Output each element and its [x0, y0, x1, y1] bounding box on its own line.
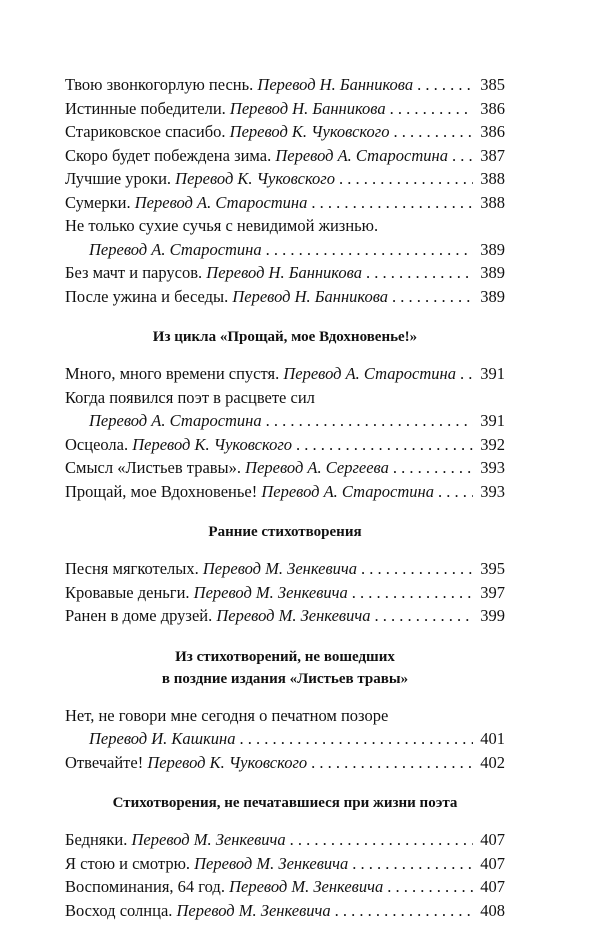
dot-leader	[266, 238, 473, 262]
entry-title: Много, много времени спустя.	[65, 364, 280, 383]
toc-entry[interactable]	[65, 144, 505, 168]
toc-entry[interactable]	[65, 875, 505, 899]
entry-title: Скоро будет побеждена зима.	[65, 145, 272, 165]
dot-leader	[361, 557, 473, 581]
entry-title: Кровавые деньги.	[65, 582, 190, 602]
toc-entry[interactable]	[65, 456, 505, 480]
table-of-contents	[65, 73, 505, 922]
entry-title: Истинные победители.	[65, 98, 226, 118]
dot-leader	[290, 828, 473, 852]
toc-entry[interactable]	[65, 362, 505, 386]
dot-leader	[393, 456, 473, 480]
dot-leader	[438, 480, 473, 504]
entry-translator: Перевод А. Старостина	[89, 239, 262, 259]
entry-page: 388	[480, 169, 505, 188]
entry-page: 386	[480, 122, 505, 141]
toc-entry[interactable]	[65, 167, 505, 191]
entry-title: Восход солнца.	[65, 900, 173, 920]
entry-translator: Перевод К. Чуковского	[132, 434, 293, 454]
entry-translator: Перевод М. Зенкевича	[216, 606, 371, 625]
entry-translator: Перевод К. Чуковского	[175, 169, 335, 188]
dot-leader	[266, 409, 473, 433]
entry-translator: Перевод Н. Банникова	[206, 263, 362, 282]
section-heading-line1: Из стихотворений, не вошедших	[175, 648, 395, 665]
dot-leader	[387, 875, 473, 899]
entry-title-line[interactable]: Нет, не говори мне сегодня о печатном позоре	[65, 705, 389, 725]
entry-page: 392	[480, 434, 505, 454]
toc-entry[interactable]	[65, 557, 505, 581]
entry-page: 407	[480, 830, 505, 849]
dot-leader	[393, 120, 473, 144]
entry-page: 387	[480, 145, 505, 165]
entry-page: 402	[480, 752, 505, 772]
entry-translator: Перевод А. Старостина	[261, 481, 434, 501]
entry-page: 385	[480, 75, 505, 94]
entry-page: 407	[480, 853, 505, 873]
entry-translator: Перевод М. Зенкевича	[131, 830, 286, 849]
entry-title: После ужина и беседы.	[65, 286, 229, 306]
dot-leader	[311, 751, 473, 775]
toc-entry[interactable]	[65, 852, 505, 876]
toc-entry[interactable]	[65, 261, 505, 285]
entry-translator: Перевод А. Сергеева	[245, 458, 389, 477]
entry-translator: Перевод М. Зенкевича	[229, 877, 384, 896]
entry-translator: Перевод Н. Банникова	[232, 286, 389, 306]
dot-leader	[352, 852, 473, 876]
toc-entry-continuation[interactable]	[65, 238, 505, 262]
entry-title: Лучшие уроки.	[65, 169, 172, 188]
toc-entry[interactable]	[65, 581, 505, 605]
entry-translator: Перевод Н. Банникова	[229, 98, 386, 118]
entry-translator: Перевод К. Чуковского	[147, 752, 308, 772]
entry-title: Без мачт и парусов.	[65, 263, 203, 282]
entry-translator: Перевод М. Зенкевича	[194, 853, 349, 873]
toc-entry[interactable]	[65, 604, 505, 628]
dot-leader	[374, 604, 473, 628]
dot-leader	[335, 899, 473, 923]
entry-page: 391	[480, 364, 505, 383]
entry-title: Бедняки.	[65, 830, 128, 849]
entry-translator: Перевод А. Старостина	[89, 411, 262, 430]
dot-leader	[452, 144, 473, 168]
entry-page: 397	[480, 582, 505, 602]
entry-title: Песня мягкотелых.	[65, 559, 199, 578]
toc-entry[interactable]	[65, 433, 505, 457]
entry-title: Смысл «Листьев травы».	[65, 458, 242, 477]
entry-page: 389	[480, 263, 505, 282]
entry-page: 389	[480, 286, 505, 306]
entry-title: Отвечайте!	[65, 752, 144, 772]
toc-entry-continuation[interactable]	[65, 409, 505, 433]
entry-page: 389	[480, 239, 505, 259]
entry-page: 408	[480, 900, 505, 920]
entry-translator: Перевод И. Кашкина	[89, 729, 236, 748]
entry-title-line[interactable]: Когда появился поэт в расцвете сил	[65, 387, 315, 407]
entry-translator: Перевод А. Старостина	[134, 192, 308, 212]
entry-title: Прощай, мое Вдохновенье!	[65, 481, 258, 501]
entry-page: 388	[480, 192, 505, 212]
entry-page: 399	[480, 606, 505, 625]
entry-translator: Перевод К. Чуковского	[229, 122, 390, 141]
entry-title: Стариковское спасибо.	[65, 122, 226, 141]
entry-title: Воспоминания, 64 год.	[65, 877, 225, 896]
toc-entry[interactable]	[65, 73, 505, 97]
entry-page: 386	[480, 98, 505, 118]
dot-leader	[392, 285, 473, 309]
entry-translator: Перевод М. Зенкевича	[176, 900, 331, 920]
toc-entry[interactable]	[65, 191, 505, 215]
dot-leader	[390, 97, 473, 121]
entry-page: 393	[480, 458, 505, 477]
entry-page: 401	[480, 729, 505, 748]
entry-title: Я стою и смотрю.	[65, 853, 191, 873]
toc-entry[interactable]	[65, 899, 505, 923]
dot-leader	[240, 727, 474, 751]
entry-title-line[interactable]: Не только сухие сучья с невидимой жизнью.	[65, 216, 379, 235]
dot-leader	[417, 73, 473, 97]
entry-translator: Перевод М. Зенкевича	[193, 582, 348, 602]
entry-title: Сумерки.	[65, 192, 131, 212]
entry-translator: Перевод А. Старостина	[275, 145, 448, 165]
dot-leader	[296, 433, 473, 457]
entry-page: 407	[480, 877, 505, 896]
section-heading: Ранние стихотворения	[208, 524, 362, 540]
entry-title: Ранен в доме друзей.	[65, 606, 213, 625]
dot-leader	[311, 191, 473, 215]
toc-entry[interactable]	[65, 751, 505, 775]
dot-leader	[366, 261, 473, 285]
dot-leader	[460, 362, 473, 386]
section-heading: Стихотворения, не печатавшиеся при жизни поэта	[112, 795, 458, 811]
toc-entry[interactable]	[65, 480, 505, 504]
toc-entry-continuation[interactable]	[65, 727, 505, 751]
entry-page: 391	[480, 411, 505, 430]
entry-page: 393	[480, 481, 505, 501]
entry-page: 395	[480, 559, 505, 578]
section-heading: Из цикла «Прощай, мое Вдохновенье!»	[152, 329, 418, 345]
entry-title: Твою звонкогорлую песнь.	[65, 75, 254, 94]
section-heading-line2: в поздние издания «Листьев травы»	[161, 670, 409, 687]
dot-leader	[352, 581, 473, 605]
toc-entry[interactable]	[65, 120, 505, 144]
dot-leader	[339, 167, 473, 191]
entry-translator: Перевод Н. Банникова	[257, 75, 414, 94]
toc-entry[interactable]	[65, 285, 505, 309]
toc-entry[interactable]	[65, 97, 505, 121]
entry-translator: Перевод А. Старостина	[283, 364, 456, 383]
toc-entry[interactable]	[65, 828, 505, 852]
entry-translator: Перевод М. Зенкевича	[202, 559, 357, 578]
entry-title: Осцеола.	[65, 434, 129, 454]
